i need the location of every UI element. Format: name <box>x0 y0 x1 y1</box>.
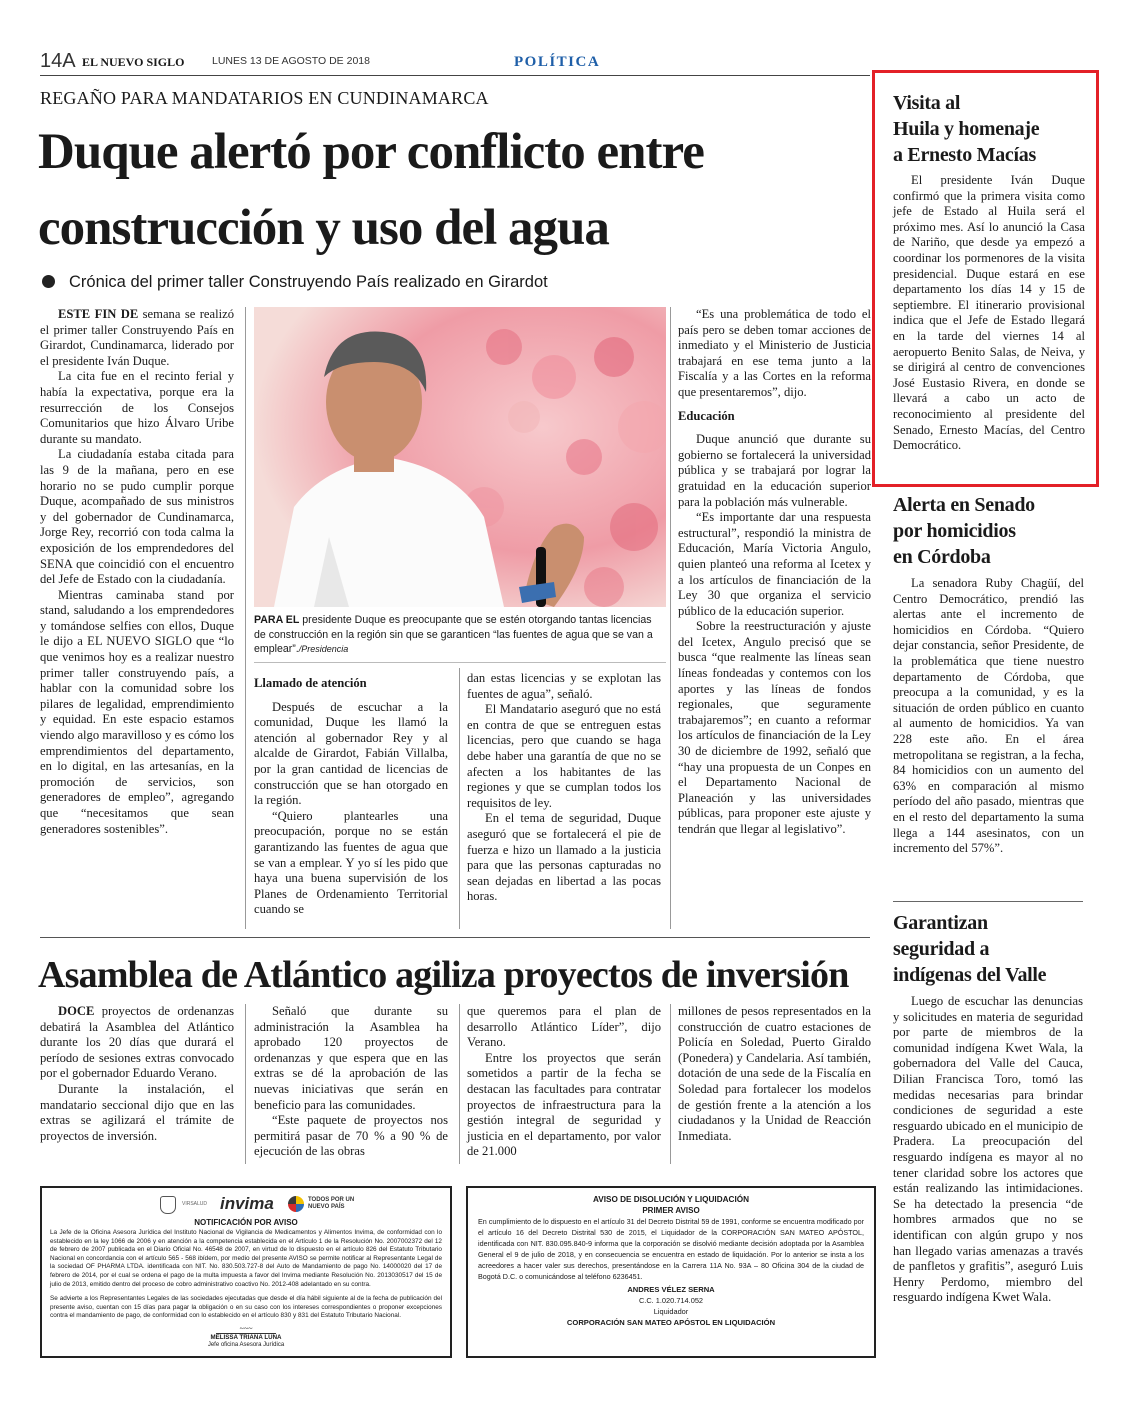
photo-illustration <box>254 307 666 607</box>
s2-col1-para2: Durante la instalación, el mandatario seccional dijo que en las extras se agilizará el trámite de proyectos de inversión. <box>40 1081 234 1143</box>
second-col4 <box>678 1004 871 1144</box>
ad-left-signer-role: Jefe oficina Asesora Jurídica <box>207 1341 285 1348</box>
col4-para3: Sobre la reestructuración y ajuste del Icetex, Angulo precisó que se busca “que realmente las líneas sean líneas fondeadas y contemos con los aportes y las líneas de fondos regionales, que seguramente trabajaremos”; en cuanto a reformar los artículos de financiación de la Ley 30 de diciembre de 1992, señaló que “hay una propuesta de un Conpes en el Departamento Nacional de Planeación y las universidades públicas, para proponer este ajuste y tendrán que llegar al legislativo”. <box>678 619 871 836</box>
nuevo-pais-slogan: TODOS POR UN NUEVO PAÍS <box>308 1197 355 1210</box>
col3-para2: En el tema de seguridad, Duque aseguró que se fortalecerá el pie de fuerza e hizo un llamado a la justicia para que las personas capturadas no sean dejadas en libertad a las pocas horas. <box>467 811 661 904</box>
s2-rule-2 <box>459 1004 460 1164</box>
ad-right-name: ANDRES VÉLEZ SERNA <box>627 1285 715 1294</box>
photo-caption: PARA EL presidente Duque es preocupante que se estén otorgando tantas licencias de construcción en la región sin que se garanticen “las fuentes de agua que se van a emplear”./Presidencia <box>254 614 653 655</box>
page-header <box>40 50 870 74</box>
main-col2 <box>254 668 448 918</box>
ad-right-org: CORPORACIÓN SAN MATEO APÓSTOL EN LIQUIDACIÓN <box>566 1318 776 1327</box>
coat-of-arms-icon <box>160 1196 176 1214</box>
s2-col4-para0: millones de pesos representados en la construcción de cuatro estaciones de Policía en Soledad, Puerto Giraldo (Ponedera) y Candelaria. Así también, dotación de una sede de la Fiscalía en Soledad para fortalecer los modelos de gestión frente a la atención a los ciudadanos y la Unidad de Reacción Inmediata. <box>678 1004 871 1143</box>
story2-headline: Alerta en Senado por homicidios en Córdoba <box>893 494 1035 568</box>
main-headline-line1: Duque alertó por conflicto entre <box>38 124 704 180</box>
ad-right-title: AVISO DE DISOLUCIÓN Y LIQUIDACIÓN <box>592 1195 750 1204</box>
ad-left-title: NOTIFICACIÓN POR AVISO <box>194 1218 298 1227</box>
second-col2 <box>254 1004 448 1160</box>
header-rule <box>40 75 870 76</box>
page-number: 14A <box>40 50 76 72</box>
col-rule-1 <box>245 307 246 929</box>
ad-liquidacion <box>466 1186 876 1358</box>
story3-headline: Garantizan seguridad a indígenas del Valle <box>893 912 1047 986</box>
s2-col3-para0: que queremos para el plan de desarrollo Atlántico Líder”, dijo Verano. <box>467 1004 661 1050</box>
main-headline-line2: construcción y uso del agua <box>38 200 609 256</box>
s2-rule-1 <box>245 1004 246 1164</box>
paper-name: EL NUEVO SIGLO <box>82 55 185 69</box>
second-headline: Asamblea de Atlántico agiliza proyectos de inversión <box>38 954 849 996</box>
main-photo <box>254 307 666 607</box>
col1-para3: La ciudadanía estaba citada para las 9 de la mañana, pero en ese horario no se pudo cumplir porque Duque, acompañado de sus ministros y del gobernador de Cundinamarca, Jorge Rey, recorrió con toda calma la exposición de los emprendedores del SENA que coincidió con el encuentro del Jefe de Estado con la ciudadanía. <box>40 447 234 587</box>
main-col1 <box>40 307 234 837</box>
box-text: El presidente Iván Duque confirmó que la primera visita como jefe de Estado al Huila será el próximo mes. Así lo anunció la Casa de Nariño, que desde ya empezó a coordinar los pormenores de la visita presidencial. Duque estará en ese departamento los días 14 y 15 de septiembre. El itinerario provisional indica que el Jefe de Estado llegará en la tarde del viernes 14 al aeropuerto Benito Salas, de Neiva, y se dirigirá al centro de convenciones José Eustasio Rivera, en donde se llevará a cabo un acto de reconocimiento al presidente del Senado, Ernesto Macías, del Centro Democrático. <box>893 173 1085 453</box>
invima-logo: invima <box>220 1194 274 1213</box>
col1-para1: ESTE FIN DE semana se realizó el primer taller Construyendo País en Girardot, Cundinamarca, liderado por el presidente Iván Duque. <box>40 307 234 368</box>
s2-col1-para1: DOCE proyectos de ordenanzas debatirá la Asamblea del Atlántico durante los 20 días que durará el período de sesiones extras convocado por el gobernador Eduardo Verano. <box>40 1004 234 1081</box>
ad-right-body: En cumplimiento de lo dispuesto en el artículo 31 del Decreto Distrital 59 de 1991, conforme se encuentra modificado por el artículo 16 del Decreto Distrital 530 de 2015, el Liquidador de la CORPORACIÓN SAN MATEO APÓSTOL, identificada con NIT. 830.095.840-9 informa que la corporación se disolvió mediante decisión adoptada por la Asamblea General el 9 de julio de 2018, y en consecuencia se encuentra en estado de liquidación. Por lo anterior se insta a los acreedores a hacer valer sus derechos, presentándose en la Carrera 11A No. 93A – 80 Oficina 304 de la ciudad de Bogotá D.C. o comunicándose al teléfono 6236451. <box>478 1217 864 1281</box>
col-rule-2 <box>459 668 460 929</box>
col1-para4: Mientras caminaba stand por stand, saludando a los emprendedores y tomándose selfies con ellos, Duque le dijo a EL NUEVO SIGLO que “lo que venimos hoy es a realizar nuestro primer taller construyendo país, a hablar con la comunidad sobre los pilares de legalidad, emprendimiento y equidad. En este espacio estamos viendo algo maravilloso y es cómo los emprendimientos del departamento, en lo digital, en las artesanías, en la promoción de servicios, son generadores de empleo”, agregando que “necesitamos que sean generadores sostenibles”. <box>40 587 234 836</box>
subhead-text: Crónica del primer taller Construyendo País realizado en Girardot <box>69 273 548 291</box>
main-col3 <box>467 671 661 905</box>
box-headline: Visita al Huila y homenaje a Ernesto Macías <box>893 92 1040 166</box>
caption-rule <box>254 662 666 663</box>
col2-para2: “Quiero plantearles una preocupación, porque no se están garantizando las fuentes de agua que se van a emplear. Y yo sí les pido que haya una buena supervisión de los Planes de Ordenamiento Territorial cuando se <box>254 808 448 917</box>
lead-in: ESTE FIN DE <box>58 307 139 321</box>
subheading-educacion: Educación <box>678 408 735 423</box>
story2-text: La senadora Ruby Chagüí, del Centro Democrático, prendió las alertas ante el incremento de homicidios en Córdoba. “Quiero dejar constancia, señor Presidente, de la problemática que tiene nuestro departamento de Córdoba, que preocupa a la comunidad, y es la situación de orden público en cuanto al aumento de homicidios. Ya van 228 este año. En el área metropolitana se registran, a la fecha, 84 homicidios con un aumento del 63% en comparación al mismo período del año pasado, mientras que en el resto del departamento la suma llega a 144 asesinatos, con un incremento del 57%”. <box>893 576 1084 856</box>
main-col4 <box>678 307 871 838</box>
signature-icon: ~~~ <box>216 1325 276 1334</box>
s2-col3-para1: Entre los proyectos que serán sometidos a partir de la fecha se destacan las facultades para contratar proyectos de infraestructura para la gestión integral de seguridad y justicia en el departamento, por valor de 21.000 <box>467 1050 661 1159</box>
story-separator <box>40 937 870 938</box>
subheading-llamado: Llamado de atención <box>254 676 367 690</box>
photo-credit: /Presidencia <box>298 644 349 654</box>
ad-left-body2: Se advierte a los Representantes Legales de las sociedades ejecutadas que desde el día hábil siguiente al de la fecha de publicación del presente aviso, cuentan con 15 días para pagar la obligación o en su caso con los intereses correspondientes o proponer excepciones contra el mandamiento de pago, de conformidad con lo establecido en el artículo 830 y 831 del Estatuto Tributario Nacional. <box>50 1295 442 1320</box>
ad-right-cc: C.C. 1.020.714.052 <box>638 1296 704 1305</box>
s2-rule-3 <box>670 1004 671 1164</box>
kicker: REGAÑO PARA MANDATARIOS EN CUNDINAMARCA <box>40 88 489 108</box>
ad-left-body: La Jefe de la Oficina Asesora Jurídica del Instituto Nacional de Vigilancia de Medicamentos y Alimentos Invima, de conformidad con lo establecido en la ley 1066 de 2006 y en atención a la competencia establecida en el Artículo 1 de la Resolución No. 2007002372 del 12 de febrero de 2007 publicada en el Diario Oficial No. 46548 de 2007, en virtud de lo dispuesto en el artículo 826 del Estatuto Tributario Nacional en concordancia con el artículo 565 - 568 ibídem, por medio del presente AVISO se permite notificar al Representante Legal de la sociedad OF PHARMA LTDA. identificada con NIT. No. 830.503.727-8 del Auto de Mandamiento de pago No. 14000020 del 17 de febrero de 2014, por el cual se ordena el pago de la multa impuesta a favor del Invima mediante Resolución No. 2013030517 del 15 de julio de 2013, emitido dentro del proceso de cobro administrativo coactivo No. 2012-408 adelantado en su contra. <box>50 1229 442 1288</box>
col4-para1: Duque anunció que durante su gobierno se fortalecerá la universidad pública y se trabajará por lograr la gratuidad en la educación superior para la población más vulnerable. <box>678 432 871 509</box>
col-rule-3 <box>670 307 671 929</box>
virsalud-logo: VIRSALUD <box>182 1201 208 1207</box>
bullet-icon <box>42 275 55 288</box>
s2-col2-para2: “Este paquete de proyectos nos permitirá pasar de 70 % a 90 % de ejecución de las obras <box>254 1113 448 1159</box>
ad-right-subtitle: PRIMER AVISO <box>642 1206 700 1215</box>
sidebar-separator <box>893 901 1083 902</box>
ad-left-signer: MELISSA TRIANA LUNA <box>210 1333 282 1341</box>
subhead <box>42 273 548 292</box>
col3-para0: dan estas licencias y se explotan las fuentes de agua”, señaló. <box>467 671 661 701</box>
col4-para0: “Es una problemática de todo el país pero se deben tomar acciones de inmediato y el Ministerio de Justicia trabajará en ese tema junto a la Fiscalía y a las Cortes en la reforma que presentaremos”, dijo. <box>678 307 871 399</box>
issue-date: LUNES 13 DE AGOSTO DE 2018 <box>212 55 370 67</box>
col4-para2: “Es importante dar una respuesta estructural”, respondió la ministra de Educación, María Victoria Angulo, quien planteó una reforma al Icetex y a los artículos de financiación de la Ley 30 que organiza el servicio público de la educación superior. <box>678 510 871 618</box>
story3-text: Luego de escuchar las denuncias y solicitudes en materia de seguridad por parte de miembros de la comunidad indígena Kwet Wala, la gobernadora del Valle del Cauca, Dilian Francisca Toro, tomó las medidas necesarias para brindar condiciones de seguridad a este resguardo ubicado en el municipio de Pradera. La preocupación del resguardo indígena es mayor al no tener claridad sobre los actores que están realizando las intimidaciones. Se ha detectado la presencia “de hombres armados que no se identifican con algún grupo y nos han llegado varias amenazas a través de panfletos y grafitis”, aseguró Luis Henry Perdomo, miembro del resguardo indígena Kwet Wala. <box>893 994 1083 1305</box>
s2-col2-para1: Señaló que durante su administración la Asamblea ha aprobado 120 proyectos de ordenanzas y que espera que en las extras se dé la aprobación de las nuevas iniciativas que serán en beneficio para las comunidades. <box>254 1004 448 1112</box>
nuevo-pais-icon <box>288 1196 304 1212</box>
caption-lead: PARA EL <box>254 614 300 626</box>
col2-para1: Después de escuchar a la comunidad, Duque les llamó la atención al gobernador Rey y al alcalde de Girardot, Fabián Villalba, por la gran cantidad de licencias de construcción que se han otorgado en la región. <box>254 699 448 808</box>
section-name: POLÍTICA <box>514 54 601 70</box>
second-col3 <box>467 1004 661 1160</box>
col3-para1: El Mandatario aseguró que no está en contra de que se entreguen estas licencias, pero que cuando se haga debe haber una garantía de que no se afecten a los habitantes de las regiones y que se cumplan todos los requisitos de ley. <box>467 702 661 810</box>
second-col1 <box>40 1004 234 1144</box>
ad-invima <box>40 1186 452 1358</box>
ad-logos <box>50 1192 442 1218</box>
col1-para2: La cita fue en el recinto ferial y había la expectativa, porque era la resurrección de los Consejos Comunitarios que hizo Álvaro Uribe durante su mandato. <box>40 369 234 446</box>
ad-right-role: Liquidador <box>653 1307 689 1316</box>
